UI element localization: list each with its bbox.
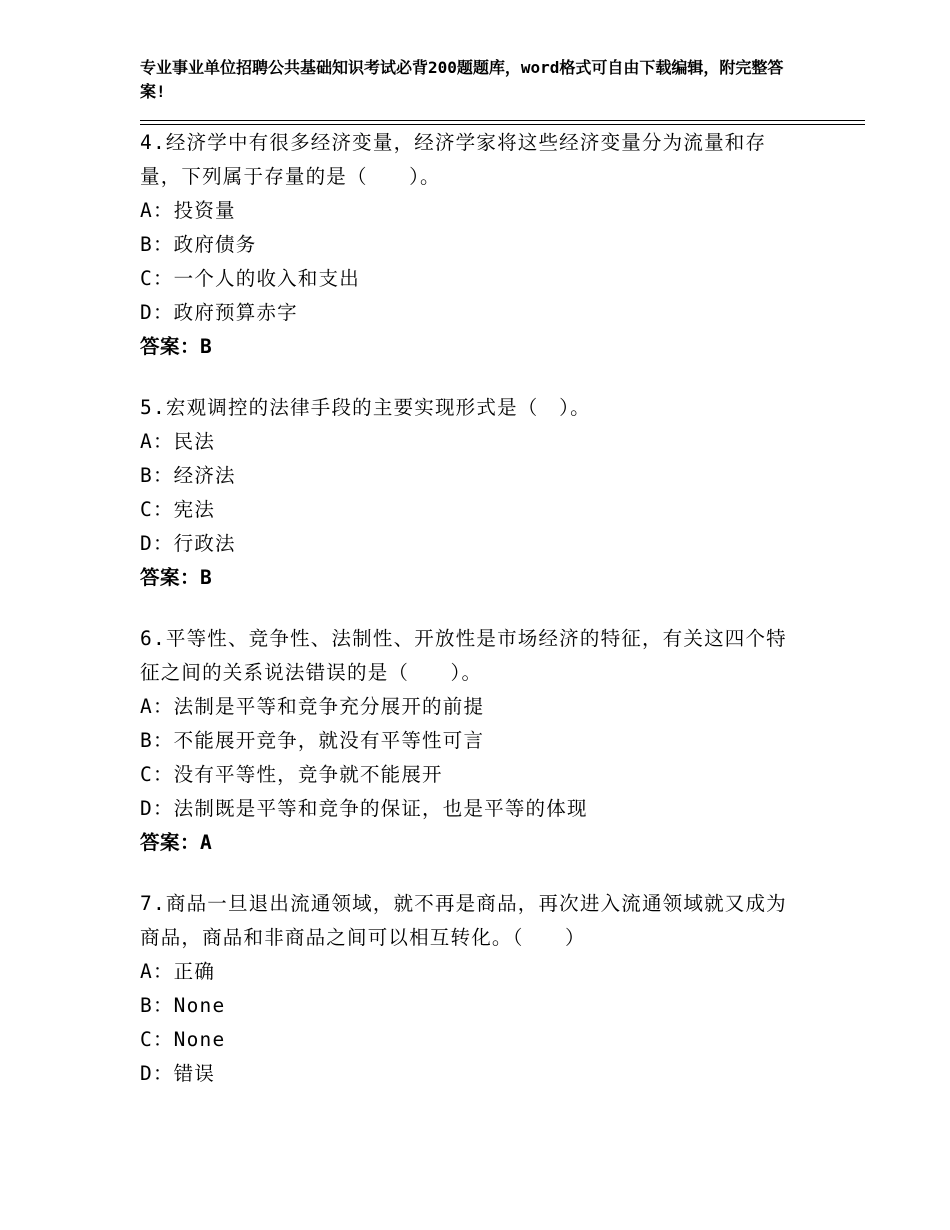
header-rule	[140, 120, 865, 121]
answer: 答案：A	[140, 831, 213, 854]
option-b: B：经济法	[140, 464, 236, 487]
option-b: B：政府债务	[140, 233, 257, 256]
answer: 答案：B	[140, 566, 213, 589]
answer: 答案：B	[140, 335, 213, 358]
option-c: C：None	[140, 1028, 226, 1051]
option-c: C：没有平等性，竞争就不能展开	[140, 763, 443, 786]
option-a: A：正确	[140, 960, 216, 983]
option-a: A：投资量	[140, 199, 236, 222]
question-6	[140, 622, 800, 860]
question-text: 7.商品一旦退出流通领域，就不再是商品，再次进入流通领域就又成为商品，商品和非商品之间可以相互转化。（ ）	[140, 892, 787, 949]
option-b: B：None	[140, 994, 226, 1017]
option-a: A：民法	[140, 430, 216, 453]
header-rule-secondary	[140, 124, 865, 125]
question-7	[140, 887, 800, 1091]
document-header: 专业事业单位招聘公共基础知识考试必背200题题库，word格式可自由下载编辑，附完整答案!	[140, 58, 784, 101]
question-list	[140, 126, 800, 1118]
question-5	[140, 391, 800, 595]
question-text: 6.平等性、竞争性、法制性、开放性是市场经济的特征，有关这四个特征之间的关系说法错误的是（ ）。	[140, 627, 787, 684]
option-a: A：法制是平等和竞争充分展开的前提	[140, 695, 485, 718]
option-d: D：行政法	[140, 532, 236, 555]
question-text: 4.经济学中有很多经济变量，经济学家将这些经济变量分为流量和存量，下列属于存量的是（ ）。	[140, 131, 767, 188]
option-c: C：一个人的收入和支出	[140, 267, 360, 290]
option-c: C：宪法	[140, 498, 216, 521]
question-4	[140, 126, 800, 364]
option-d: D：政府预算赤字	[140, 301, 298, 324]
option-d: D：法制既是平等和竞争的保证，也是平等的体现	[140, 797, 588, 820]
option-d: D：错误	[140, 1062, 216, 1085]
option-b: B：不能展开竞争，就没有平等性可言	[140, 729, 485, 752]
question-text: 5.宏观调控的法律手段的主要实现形式是（ ）。	[140, 396, 591, 419]
